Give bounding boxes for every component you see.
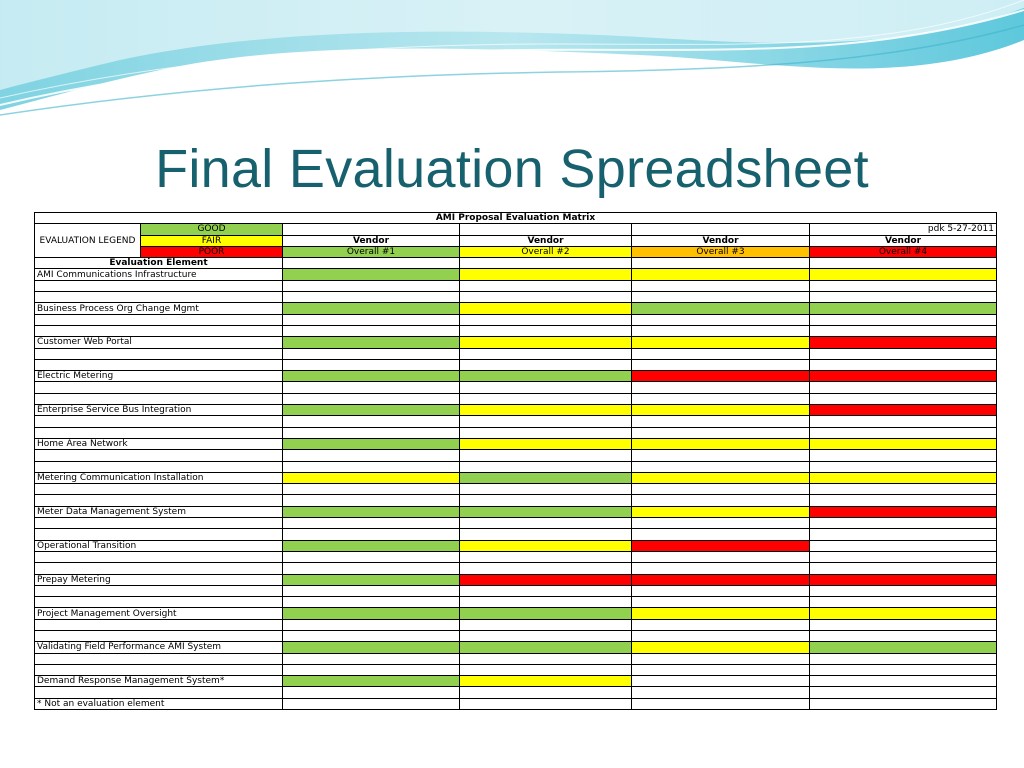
blank-cell [283,495,460,506]
blank-cell [632,348,810,359]
rating-cell [460,506,632,517]
rating-cell [283,269,460,280]
blank-cell [460,314,632,325]
element-label: Validating Field Performance AMI System [35,642,283,653]
rating-cell [632,438,810,449]
blank-cell [632,585,810,596]
blank-cell [810,461,997,472]
element-label: Prepay Metering [35,574,283,585]
blank-cell [460,630,632,641]
blank-cell [810,359,997,370]
blank-cell [810,258,997,269]
blank-cell [283,427,460,438]
blank-cell [632,427,810,438]
blank-cell [35,687,283,698]
table-row [35,676,997,687]
blank-cell [35,359,283,370]
blank-cell [632,495,810,506]
blank-cell [460,292,632,303]
blank-cell [810,563,997,574]
blank-cell [460,280,632,291]
blank-cell [35,653,283,664]
element-label: Enterprise Service Bus Integration [35,405,283,416]
blank-cell [283,551,460,562]
table-row [35,642,997,653]
blank-cell [460,427,632,438]
blank-cell [460,585,632,596]
blank-cell [810,518,997,529]
rating-cell [810,371,997,382]
blank-cell [283,653,460,664]
vendor-header: Vendor [283,235,460,246]
evaluation-matrix-table [34,212,997,710]
rating-cell [632,608,810,619]
blank-cell [35,416,283,427]
blank-cell [460,484,632,495]
overall-rank: Overall #4 [810,246,997,257]
blank-cell [35,630,283,641]
blank-cell [460,551,632,562]
element-label: Operational Transition [35,540,283,551]
rating-cell [810,269,997,280]
rating-cell [460,540,632,551]
blank-cell [460,450,632,461]
rating-cell [283,574,460,585]
blank-cell [632,292,810,303]
element-label: Demand Response Management System* [35,676,283,687]
element-label: Business Process Org Change Mgmt [35,303,283,314]
legend-poor: POOR [141,246,283,257]
rating-cell [810,438,997,449]
legend-label: EVALUATION LEGEND [35,224,141,258]
blank-cell [460,359,632,370]
element-label: Meter Data Management System [35,506,283,517]
blank-cell [283,292,460,303]
element-label: Electric Metering [35,371,283,382]
blank-cell [460,529,632,540]
blank-cell [283,597,460,608]
blank-cell [283,461,460,472]
blank-cell [460,461,632,472]
blank-cell [283,393,460,404]
header-wave-banner [0,0,1024,120]
blank-cell [810,427,997,438]
blank-cell [283,585,460,596]
blank-cell [810,416,997,427]
table-row [35,540,997,551]
blank-cell [632,664,810,675]
blank-cell [810,653,997,664]
rating-cell [460,269,632,280]
rating-cell [810,540,997,551]
blank-cell [460,382,632,393]
blank-cell [460,698,632,709]
blank-cell [810,393,997,404]
vendor-header: Vendor [460,235,632,246]
blank-cell [35,450,283,461]
evaluation-element-header: Evaluation Element [35,258,283,269]
element-label: AMI Communications Infrastructure [35,269,283,280]
blank-cell [35,461,283,472]
rating-cell [283,472,460,483]
rating-cell [460,608,632,619]
vendor-header: Vendor [810,235,997,246]
blank-cell [810,292,997,303]
blank-cell [460,597,632,608]
blank-cell [810,325,997,336]
rating-cell [460,472,632,483]
blank-cell [35,382,283,393]
blank-cell [632,280,810,291]
blank-cell [632,597,810,608]
blank-cell [283,382,460,393]
blank-cell [460,348,632,359]
blank-cell [35,597,283,608]
blank-cell [283,348,460,359]
date-note: pdk 5-27-2011 [810,224,997,235]
rating-cell [632,303,810,314]
element-label: Home Area Network [35,438,283,449]
blank-cell [283,484,460,495]
rating-cell [632,405,810,416]
rating-cell [632,337,810,348]
vendor-header: Vendor [632,235,810,246]
blank-cell [632,382,810,393]
blank-cell [35,551,283,562]
blank-cell [810,484,997,495]
blank-cell [632,687,810,698]
blank-cell [632,630,810,641]
table-row [35,608,997,619]
table-row [35,269,997,280]
table-row [35,303,997,314]
rating-cell [810,574,997,585]
blank-cell [632,461,810,472]
blank-cell [283,280,460,291]
blank-cell [810,664,997,675]
blank-cell [460,416,632,427]
rating-cell [810,337,997,348]
blank-cell [810,529,997,540]
blank-cell [810,597,997,608]
blank-cell [460,687,632,698]
blank-cell [283,416,460,427]
blank-cell [283,619,460,630]
blank-cell [460,664,632,675]
blank-cell [35,280,283,291]
blank-cell [632,563,810,574]
rating-cell [632,540,810,551]
rating-cell [283,676,460,687]
blank-cell [35,292,283,303]
rating-cell [283,438,460,449]
rating-cell [283,405,460,416]
blank-cell [35,325,283,336]
blank-cell [283,698,460,709]
rating-cell [810,506,997,517]
blank-cell [283,563,460,574]
blank-cell [632,258,810,269]
rating-cell [283,608,460,619]
blank-cell [810,450,997,461]
blank-cell [283,258,460,269]
blank-cell [283,518,460,529]
rating-cell [460,371,632,382]
rating-cell [632,269,810,280]
blank-cell [632,698,810,709]
rating-cell [460,574,632,585]
blank-cell [35,314,283,325]
blank-cell [810,687,997,698]
blank-cell [283,224,460,235]
table-row [35,438,997,449]
blank-cell [35,664,283,675]
overall-rank: Overall #2 [460,246,632,257]
rating-cell [810,472,997,483]
blank-cell [810,698,997,709]
blank-cell [632,653,810,664]
blank-cell [632,619,810,630]
rating-cell [283,337,460,348]
blank-cell [460,258,632,269]
rating-cell [460,337,632,348]
rating-cell [632,642,810,653]
blank-cell [283,687,460,698]
blank-cell [632,450,810,461]
element-label: Customer Web Portal [35,337,283,348]
rating-cell [810,405,997,416]
blank-cell [460,518,632,529]
overall-rank: Overall #3 [632,246,810,257]
table-row [35,337,997,348]
table-row [35,405,997,416]
blank-cell [283,314,460,325]
blank-cell [283,630,460,641]
blank-cell [632,416,810,427]
blank-cell [810,348,997,359]
rating-cell [632,506,810,517]
blank-cell [460,619,632,630]
blank-cell [460,224,632,235]
blank-cell [35,348,283,359]
blank-cell [632,314,810,325]
blank-cell [460,325,632,336]
element-label: Project Management Oversight [35,608,283,619]
blank-cell [632,325,810,336]
table-row [35,506,997,517]
table-row [35,574,997,585]
blank-cell [810,619,997,630]
rating-cell [810,642,997,653]
blank-cell [632,551,810,562]
rating-cell [632,676,810,687]
blank-cell [283,359,460,370]
rating-cell [283,506,460,517]
blank-cell [35,484,283,495]
blank-cell [35,495,283,506]
blank-cell [632,359,810,370]
blank-cell [283,664,460,675]
rating-cell [460,676,632,687]
blank-cell [283,450,460,461]
rating-cell [460,303,632,314]
blank-cell [632,518,810,529]
blank-cell [810,630,997,641]
rating-cell [283,540,460,551]
blank-cell [810,382,997,393]
blank-cell [460,495,632,506]
element-label: Metering Communication Installation [35,472,283,483]
legend-good: GOOD [141,224,283,235]
rating-cell [632,371,810,382]
rating-cell [810,303,997,314]
footnote: * Not an evaluation element [35,698,283,709]
blank-cell [810,314,997,325]
blank-cell [632,224,810,235]
rating-cell [460,438,632,449]
blank-cell [35,529,283,540]
rating-cell [810,676,997,687]
rating-cell [810,608,997,619]
rating-cell [632,574,810,585]
legend-fair: FAIR [141,235,283,246]
blank-cell [810,280,997,291]
slide-title: Final Evaluation Spreadsheet [155,139,869,199]
overall-rank: Overall #1 [283,246,460,257]
table-row [35,371,997,382]
blank-cell [35,563,283,574]
blank-cell [283,529,460,540]
blank-cell [810,551,997,562]
blank-cell [35,619,283,630]
blank-cell [632,484,810,495]
blank-cell [460,393,632,404]
rating-cell [283,371,460,382]
blank-cell [460,653,632,664]
blank-cell [632,529,810,540]
rating-cell [460,405,632,416]
blank-cell [35,518,283,529]
rating-cell [283,642,460,653]
rating-cell [283,303,460,314]
blank-cell [810,585,997,596]
blank-cell [632,393,810,404]
blank-cell [283,325,460,336]
rating-cell [632,472,810,483]
blank-cell [35,427,283,438]
blank-cell [35,393,283,404]
matrix-title: AMI Proposal Evaluation Matrix [35,213,997,224]
table-row [35,472,997,483]
blank-cell [460,563,632,574]
rating-cell [460,642,632,653]
blank-cell [35,585,283,596]
blank-cell [810,495,997,506]
